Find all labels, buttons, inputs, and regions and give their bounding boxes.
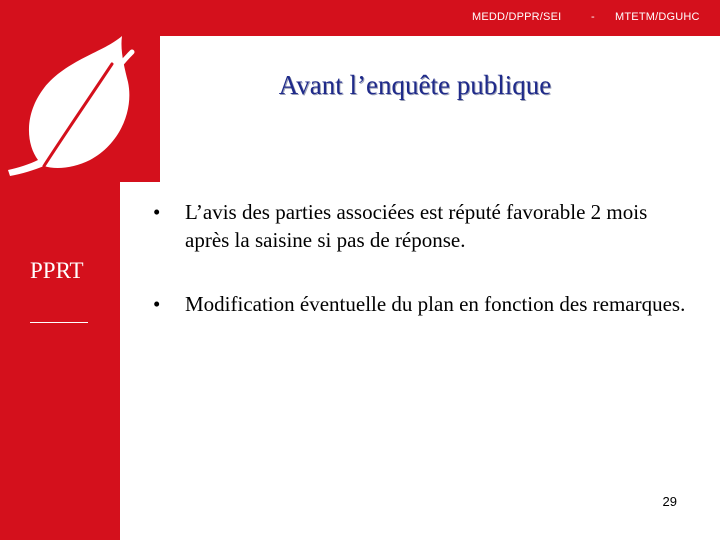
sidebar-label: PPRT	[30, 258, 84, 283]
bullet-text: L’avis des parties associées est réputé favorable 2 mois après la saisine si pas de réponse.	[185, 200, 648, 252]
header-separator: -	[591, 11, 595, 23]
bullet-item	[150, 198, 690, 254]
header-org-left: MEDD/DPPR/SEI	[472, 11, 562, 23]
bullet-list	[150, 198, 690, 318]
header-org-right: MTETM/DGUHC	[615, 11, 700, 23]
leaf-logo-icon	[0, 36, 160, 182]
bullet-dot-icon: •	[153, 200, 161, 224]
bullet-text: Modification éventuelle du plan en fonction des remarques.	[185, 292, 686, 316]
sidebar-divider	[30, 322, 88, 323]
slide-title: Avant l’enquête publique	[278, 70, 552, 100]
page-number: 29	[662, 494, 677, 509]
bullet-item	[150, 290, 690, 318]
bullet-dot-icon: •	[153, 292, 161, 316]
